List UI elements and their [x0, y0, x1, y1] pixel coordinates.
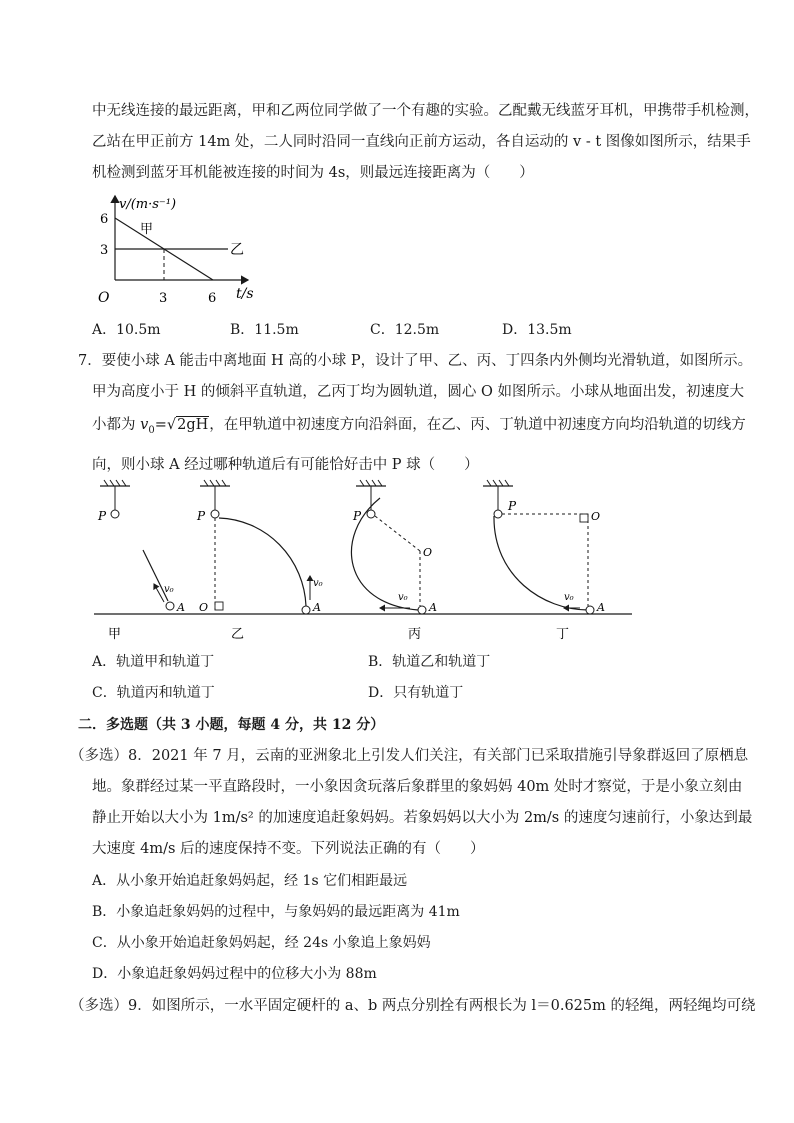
svg-text:v₀: v₀ [564, 592, 574, 603]
label-jia: 甲 [108, 627, 122, 642]
q8-line-4: 大速度 4m/s 后的速度保持不变。下列说法正确的有（ ） [92, 841, 485, 857]
svg-text:P: P [98, 509, 107, 523]
q6-line-2: 乙站在甲正前方 14m 处，二人同时沿同一直线向正前方运动，各自运动的 v - t 图像如图所示，结果手 [92, 134, 751, 150]
svg-text:v₀: v₀ [164, 584, 174, 595]
x-tick-3: 3 [159, 291, 168, 306]
q7-option-d: D．只有轨道丁 [368, 685, 464, 701]
v0-symbol: v [140, 417, 149, 433]
q8-line-1: （多选）8．2021 年 7 月，云南的亚洲象北上引发人们关注，有关部门已采取措施引导象群返回了原栖息 [70, 748, 749, 764]
svg-text:O: O [423, 546, 433, 559]
origin-label: O [98, 290, 110, 306]
yi-label: 乙 [230, 242, 244, 258]
svg-text:A: A [429, 601, 437, 614]
y-tick-3: 3 [100, 243, 109, 258]
svg-text:A: A [597, 601, 605, 614]
q6-vt-graph [88, 190, 308, 330]
equals-sign: = [154, 417, 167, 433]
x-tick-6: 6 [208, 291, 217, 306]
q8-option-d: D．小象追赶象妈妈过程中的位移大小为 88m [92, 966, 377, 982]
svg-text:P: P [508, 499, 517, 513]
jia-label: 甲 [140, 222, 154, 237]
v0-subscript: 0 [148, 424, 155, 436]
q6-option-d: D．13.5m [502, 322, 572, 338]
q7-line-1: 7．要使小球 A 能击中离地面 H 高的小球 P，设计了甲、乙、丙、丁四条内外侧均光滑轨道，如图所示。 [78, 353, 753, 369]
q8-option-b: B．小象追赶象妈妈的过程中，与象妈妈的最远距离为 41m [92, 904, 460, 920]
svg-text:P: P [197, 509, 206, 523]
q7-line-3-post: ，在甲轨道中初速度方向沿斜面，在乙、丙、丁轨道中初速度方向均沿轨道的切线方 [209, 417, 746, 433]
q7-option-b: B．轨道乙和轨道丁 [368, 654, 491, 670]
svg-text:A: A [177, 601, 185, 614]
q6-line-3: 机检测到蓝牙耳机能被连接的时间为 4s，则最远连接距离为（ ） [92, 165, 534, 181]
y-tick-6: 6 [100, 212, 109, 227]
q7-line-3-pre: 小都为 [92, 417, 141, 433]
q7-option-c: C．轨道丙和轨道丁 [92, 685, 215, 701]
q6-option-a: A．10.5m [92, 322, 161, 338]
svg-text:v₀: v₀ [313, 578, 323, 589]
v-axis-label: v/(m·s⁻¹) [119, 197, 177, 212]
q7-line-3 [92, 415, 746, 441]
q6-option-c: C．12.5m [370, 322, 440, 338]
sqrt-content: 2gH [177, 417, 209, 433]
svg-text:A: A [313, 601, 321, 614]
q9-line-1: （多选）9．如图所示，一水平固定硬杆的 a、b 两点分别拴有两根长为 l＝0.625m 的轻绳，两轻绳均可绕 [70, 998, 756, 1014]
svg-text:O: O [591, 510, 601, 523]
sqrt-sign: √ [166, 417, 177, 433]
q6-line-1: 中无线连接的最远距离，甲和乙两位同学做了一个有趣的实验。乙配戴无线蓝牙耳机，甲携带手机检测， [92, 103, 759, 119]
section-title-multiple-choice: 二．多选题（共 3 小题，每题 4 分，共 12 分） [78, 717, 385, 733]
t-axis-label: t/s [236, 286, 254, 302]
track-jia [97, 480, 185, 642]
track-yi [196, 480, 323, 642]
track-ding [483, 480, 605, 642]
label-yi: 乙 [231, 627, 245, 642]
svg-text:P: P [353, 509, 362, 523]
label-bing: 丙 [408, 627, 422, 642]
track-bing [351, 480, 437, 642]
q7-line-2: 甲为高度小于 H 的倾斜平直轨道，乙丙丁均为圆轨道，圆心 O 如图所示。小球从地面出发，初速度大 [92, 384, 744, 400]
q7-track-diagram [88, 476, 648, 646]
q8-option-a: A．从小象开始追赶象妈妈起，经 1s 它们相距最远 [92, 873, 408, 889]
q7-option-a: A．轨道甲和轨道丁 [92, 654, 215, 670]
label-ding: 丁 [556, 627, 570, 642]
q8-line-2: 地。象群经过某一平直路段时，一小象因贪玩落后象群里的象妈妈 40m 处时才察觉，于是小象立刻由 [92, 779, 743, 795]
q8-line-3: 静止开始以大小为 1m/s² 的加速度追赶象妈妈。若象妈妈以大小为 2m/s 的速度匀速前行，小象达到最 [92, 810, 753, 826]
q8-option-c: C．从小象开始追赶象妈妈起，经 24s 小象追上象妈妈 [92, 935, 431, 951]
q6-option-b: B．11.5m [230, 322, 299, 338]
svg-text:O: O [199, 601, 209, 614]
svg-text:v₀: v₀ [398, 592, 408, 603]
q7-line-4: 向，则小球 A 经过哪种轨道后有可能恰好击中 P 球（ ） [92, 457, 479, 473]
